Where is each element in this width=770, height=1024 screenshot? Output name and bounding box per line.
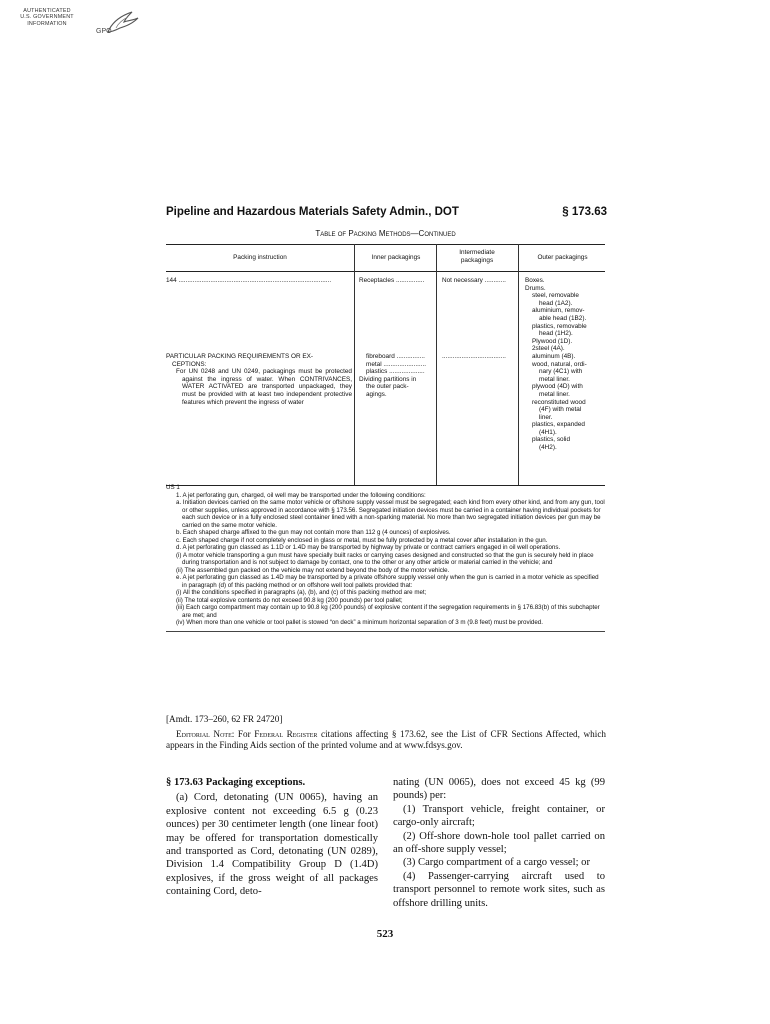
note-item: a. Initiation devices carried on the same motor vehicle or offshore supply vessel must be segregated; each kind from every other kind, and from any gun, tool or other supplies, unless approved in accordance with § 173.56. Segregated initiation devices must be carried in a container having individual pockets for each such device or in a fully enclosed steel container lined with a non-sparking material. No more than two segregated initiation devices per gun may be carried on the same motor vehicle. <box>176 499 605 529</box>
seal-gpo: GPO <box>96 28 112 35</box>
paragraph-a-continued: nating (UN 0065), does not exceed 45 kg (99 pounds) per: <box>393 777 605 802</box>
col-header-inner: Inner packagings <box>371 254 421 261</box>
column-divider <box>354 244 355 485</box>
outer-item: wood, natural, ordi- <box>532 360 587 368</box>
particular-body: For UN 0248 and UN 0249, packagings must be protected against the ingress of water. When CONTRIVANCES, WATER ACTIVATED are transported unpackaged, they must be provided with at least two independent protective features which prevent the ingress of water <box>176 368 352 406</box>
packing-methods-table <box>166 244 605 486</box>
col-header-intermediate: Intermediate packagings <box>459 249 495 264</box>
note-item: (i) All the conditions specified in paragraphs (a), (b), and (c) of this packing method are met; <box>176 589 427 596</box>
running-header-title: Pipeline and Hazardous Materials Safety Admin., DOT <box>166 206 459 218</box>
note-item: e. A jet perforating gun classed as 1.4D may be transported by a private offshore supply vessel only when the gun is carried in a motor vehicle as specified in paragraph (d) of this packing method or on offshore well tool pallets provided that: <box>176 574 599 589</box>
particular-heading-cont: CEPTIONS: <box>172 360 207 368</box>
packing-method-notes <box>166 484 605 632</box>
outer-item: liner. <box>539 413 553 421</box>
seal-line-1: AUTHENTICATED <box>23 8 71 14</box>
outer-item: Drums. <box>525 284 546 292</box>
particular-heading: PARTICULAR PACKING REQUIREMENTS OR EX- <box>166 353 314 360</box>
inner-item: Dividing partitions in <box>359 375 417 383</box>
note-item: d. A jet perforating gun classed as 1.1D or 1.4D may be transported by highway by private or contract carriers engaged in oil well operations. <box>176 544 561 551</box>
outer-item: plastics, expanded <box>532 421 585 429</box>
outer-item: able head (1B2). <box>539 314 587 322</box>
editorial-note <box>166 729 606 751</box>
outer-item: steel, removable <box>532 292 579 300</box>
outer-item: (4H1). <box>539 428 557 436</box>
notes-heading: US 1 <box>166 484 180 491</box>
editorial-note-text-a: For <box>234 729 255 739</box>
outer-item: plywood (4D) with <box>532 383 583 391</box>
paragraph-a: (a) Cord, detonating (UN 0065), having an explosive content not exceeding 6.5 g (0.23 ounces) per 30 centimeter length (one linear foot) may be offered for transportation domestically and transported as Cord, detonating (UN 0289), Division 1.4 Compatibility Group D (1.4D) explosives, if the gross weight of all packages containing Cord, deto- <box>166 792 378 898</box>
outer-item: reconstituted wood <box>532 398 586 406</box>
gpo-authentication-seal <box>14 8 144 42</box>
outer-item: aluminum (4B). <box>532 352 576 360</box>
outer-item: head (1A2). <box>539 299 573 307</box>
note-item: 1. A jet perforating gun, charged, oil well may be transported under the following conditions: <box>176 491 426 499</box>
list-item: (1) Transport vehicle, freight container, or cargo-only aircraft; <box>393 803 605 829</box>
table-header-rule <box>166 271 605 272</box>
note-item: (i) A motor vehicle transporting a gun must have specially built racks or carrying cases designed and constructed so that the gun is securely held in place during transportation and is not subject to damage by contact, one to the other or any other article or material carried in the vehicle; and <box>176 551 594 566</box>
outer-packagings-list <box>525 277 605 452</box>
intermediate-not-necessary: Not necessary ............ <box>442 277 506 284</box>
outer-item: nary (4C1) with <box>539 368 583 376</box>
inner-item: the outer pack- <box>366 383 409 391</box>
packing-instruction-number: 144 ...................................................................................... <box>166 277 332 284</box>
section-column-right <box>393 776 605 910</box>
outer-item: metal liner. <box>539 375 570 383</box>
note-item: (ii) The total explosive contents do not exceed 90.8 kg (200 pounds) per tool pallet; <box>176 596 403 604</box>
outer-item: 2steel (4A). <box>532 345 565 353</box>
seal-text <box>14 8 80 27</box>
list-item: (2) Off-shore down-hole tool pallet carried on an off-shore supply vessel; <box>393 830 605 856</box>
outer-item: Boxes. <box>525 277 545 284</box>
seal-line-2: U.S. GOVERNMENT <box>20 14 74 21</box>
outer-item: metal liner. <box>539 390 570 398</box>
col-header-packing-instruction: Packing instruction <box>233 254 287 261</box>
inner-item: plastics .................... <box>366 368 425 376</box>
list-item: (4) Passenger-carrying aircraft used to transport personnel to remote work sites, such as offshore drilling units. <box>393 870 605 909</box>
note-item: (iv) When more than one vehicle or tool pallet is stowed “on deck” a minimum horizontal separation of 3 m (9.8 feet) must be provided. <box>176 619 543 626</box>
note-item: (iii) Each cargo compartment may contain up to 90.8 kg (200 pounds) of explosive content if the segregation requirements in § 176.83(b) of this subchapter are met; and <box>176 604 600 619</box>
outer-item: head (1H2). <box>539 330 573 338</box>
editorial-note-label: Editorial Note: <box>176 729 235 739</box>
inner-item: fibreboard ................ <box>366 353 425 360</box>
federal-register-label: Federal Register <box>254 729 318 739</box>
intermediate-dots: .................................... <box>442 353 506 360</box>
inner-item: metal ........................ <box>366 360 427 368</box>
inner-packagings-list <box>359 353 435 399</box>
note-item: (ii) The assembled gun packed on the vehicle may not extend beyond the body of the motor vehicle. <box>176 566 450 574</box>
outer-item: plastics, solid <box>532 436 571 444</box>
section-heading: § 173.63 Packaging exceptions. <box>166 777 306 788</box>
particular-requirements <box>166 353 352 406</box>
inner-receptacles: Receptacles ................ <box>359 277 425 284</box>
inner-item: agings. <box>366 390 387 398</box>
eagle-icon <box>102 8 142 38</box>
outer-item: Plywood (1D). <box>532 337 573 345</box>
list-item: (3) Cargo compartment of a cargo vessel; or <box>403 857 590 869</box>
column-divider <box>518 244 519 485</box>
outer-item: (4F) with metal <box>539 406 582 414</box>
table-title: Table of Packing Methods—Continued <box>315 229 456 238</box>
outer-item: plastics, removable <box>532 322 587 330</box>
column-divider <box>436 244 437 485</box>
outer-item: (4H2). <box>539 444 557 452</box>
editorial-note-text-b: citations affecting § 173.62, see the List of CFR Sections Affected, which appears in the Finding Aids section of the printed volume and at www.fdsys.gov. <box>166 729 606 750</box>
outer-item: aluminium, remov- <box>532 307 585 315</box>
section-column-left <box>166 776 378 899</box>
amendment-citation: [Amdt. 173–260, 62 FR 24720] <box>166 714 283 724</box>
note-item: b. Each shaped charge affixed to the gun may not contain more than 112 g (4 ounces) of explosives. <box>176 529 451 536</box>
notes-bottom-rule <box>166 631 605 632</box>
seal-line-3: INFORMATION <box>27 20 67 27</box>
page-number: 523 <box>376 928 394 940</box>
col-header-outer: Outer packagings <box>537 254 588 261</box>
table-top-rule <box>166 244 605 245</box>
running-header-section: § 173.63 <box>562 206 607 218</box>
note-item: c. Each shaped charge if not completely enclosed in glass or metal, must be fully protected by a metal cover after installation in the gun. <box>176 536 548 544</box>
